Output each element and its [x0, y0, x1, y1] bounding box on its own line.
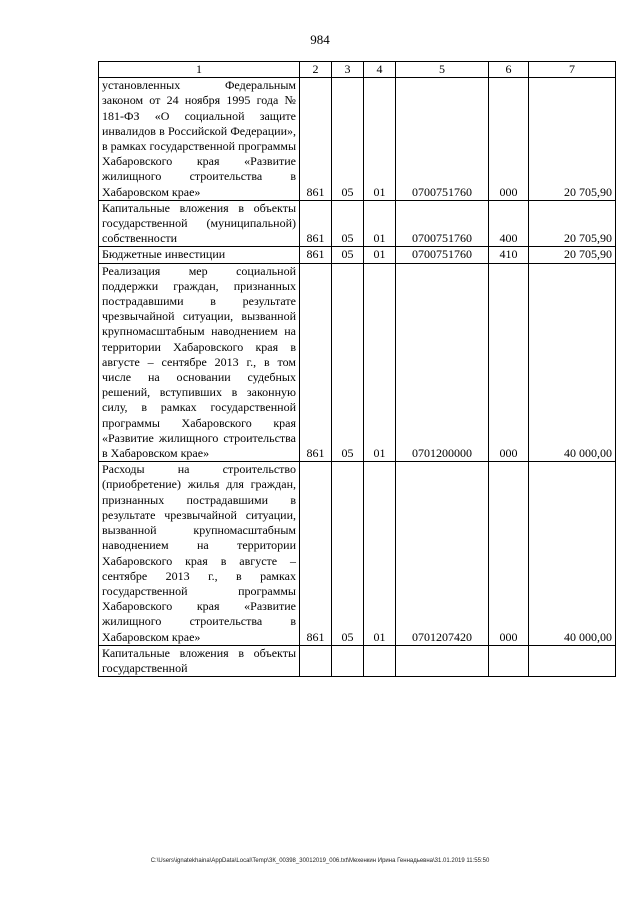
row-description: установленных Федеральным законом от 24 ноября 1995 года № 181-ФЗ «О социальной защите инвалидов в Российской Федерации», в рамках государственной программы Хабаровского края «Развитие жилищного строительства в Хабаровском крае»	[99, 78, 300, 201]
row-col3: 05	[332, 247, 364, 263]
table-row	[99, 645, 616, 676]
row-col7: 40 000,00	[529, 462, 616, 645]
row-col7: 20 705,90	[529, 200, 616, 247]
table-row	[99, 462, 616, 645]
row-description: Капитальные вложения в объекты государственной (муниципальной) собственности	[99, 200, 300, 247]
row-col5: 0700751760	[396, 247, 489, 263]
row-description: Капитальные вложения в объекты государственной	[99, 645, 300, 676]
header-cell: 7	[529, 62, 616, 78]
row-col5	[396, 645, 489, 676]
header-cell: 3	[332, 62, 364, 78]
row-col7: 20 705,90	[529, 78, 616, 201]
row-col4	[364, 645, 396, 676]
row-col5: 0701207420	[396, 462, 489, 645]
row-col5: 0700751760	[396, 200, 489, 247]
header-cell: 4	[364, 62, 396, 78]
table-row	[99, 200, 616, 247]
row-col5: 0701200000	[396, 263, 489, 462]
row-col4: 01	[364, 200, 396, 247]
page-number: 984	[310, 32, 330, 47]
row-col2: 861	[300, 200, 332, 247]
row-col6: 410	[489, 247, 529, 263]
row-col6: 000	[489, 263, 529, 462]
table-row	[99, 78, 616, 201]
row-col6	[489, 645, 529, 676]
row-col2	[300, 645, 332, 676]
row-col3: 05	[332, 462, 364, 645]
table-row	[99, 247, 616, 263]
row-col5: 0700751760	[396, 78, 489, 201]
row-col3	[332, 645, 364, 676]
row-col4: 01	[364, 247, 396, 263]
row-description: Расходы на строительство (приобретение) жилья для граждан, признанных пострадавшими в результате чрезвычайной ситуации, вызванной крупномасштабным наводнением на территории Хабаровского края в августе – сентябре 2013 г., в рамках государственной программы Хабаровского края «Развитие жилищного строительства в Хабаровском крае»	[99, 462, 300, 645]
row-col2: 861	[300, 247, 332, 263]
table-row	[99, 263, 616, 462]
table-header-row	[99, 62, 616, 78]
row-col7: 20 705,90	[529, 247, 616, 263]
header-cell: 2	[300, 62, 332, 78]
row-col6: 000	[489, 462, 529, 645]
header-cell: 6	[489, 62, 529, 78]
row-col3: 05	[332, 78, 364, 201]
header-cell: 1	[99, 62, 300, 78]
row-col2: 861	[300, 462, 332, 645]
row-col7	[529, 645, 616, 676]
row-col6: 400	[489, 200, 529, 247]
file-path-footer: C:\Users\ignatekhaina\AppData\Local\Temp\ЗК_00398_30012019_006.txt\Мехенкин Ирина Геннадьевна\31.01.2019 11:55:50	[150, 858, 490, 864]
row-col3: 05	[332, 263, 364, 462]
row-col4: 01	[364, 462, 396, 645]
row-col4: 01	[364, 263, 396, 462]
budget-table	[98, 61, 616, 677]
row-col3: 05	[332, 200, 364, 247]
row-description: Бюджетные инвестиции	[99, 247, 300, 263]
row-col4: 01	[364, 78, 396, 201]
row-description: Реализация мер социальной поддержки граждан, признанных пострадавшими в результате чрезвычайной ситуации, вызванной крупномасштабным наводнением на территории Хабаровского края в августе – сентябре 2013 г., в том числе на основании судебных решений, вступивших в законную силу, в рамках государственной программы Хабаровского края «Развитие жилищного строительства в Хабаровском крае»	[99, 263, 300, 462]
row-col7: 40 000,00	[529, 263, 616, 462]
header-cell: 5	[396, 62, 489, 78]
row-col2: 861	[300, 78, 332, 201]
row-col6: 000	[489, 78, 529, 201]
row-col2: 861	[300, 263, 332, 462]
